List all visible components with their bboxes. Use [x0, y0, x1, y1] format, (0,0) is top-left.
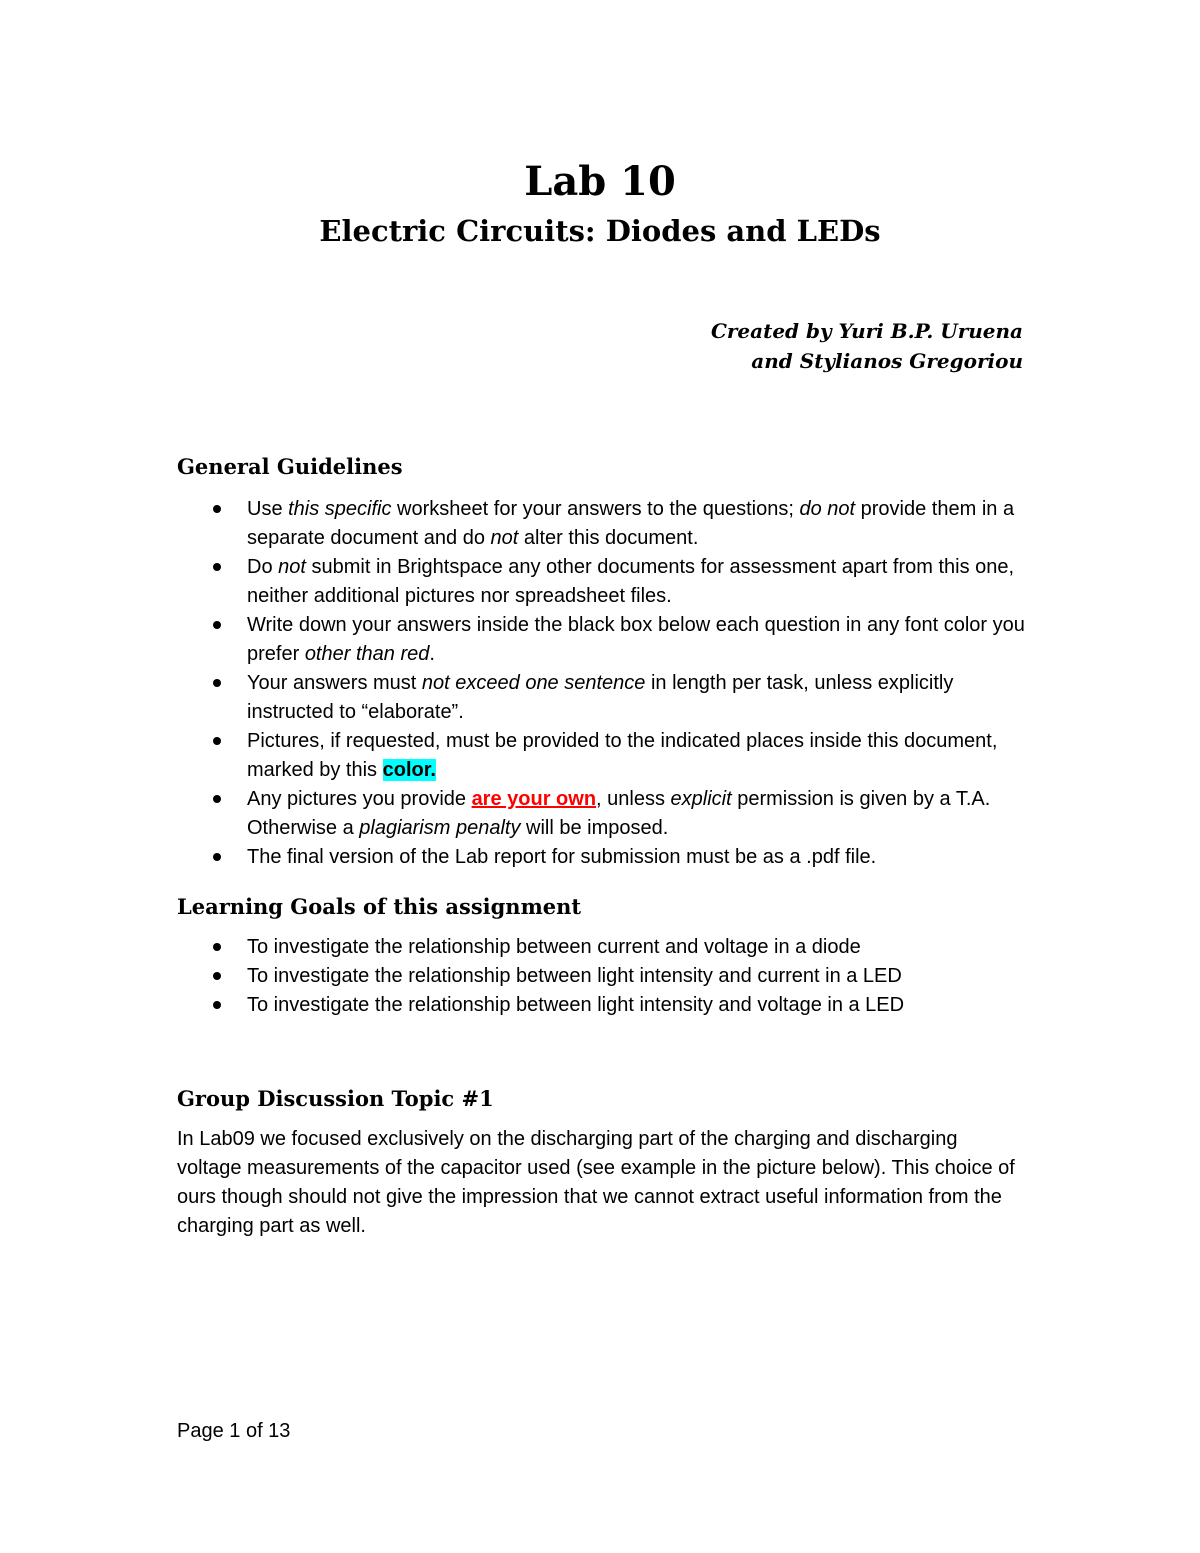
bullet-icon — [213, 737, 221, 745]
list-item: Pictures, if requested, must be provided to the indicated places inside this document, marked by this color. — [177, 727, 1037, 785]
discussion-paragraph: In Lab09 we focused exclusively on the discharging part of the charging and discharging voltage measurements of the capacitor used (see example in the picture below). This choice of ours though should not give the impression that we cannot extract useful information from the charging part as well. — [177, 1128, 1015, 1237]
discussion-heading: Group Discussion Topic #1 — [177, 1086, 494, 1111]
bullet-icon — [213, 679, 221, 687]
list-item: The final version of the Lab report for submission must be as a .pdf file. — [177, 843, 1037, 872]
list-item: Write down your answers inside the black box below each question in any font color you prefer other than red. — [177, 611, 1037, 669]
guidelines-heading: General Guidelines — [177, 454, 403, 479]
emphasis-red: are your own — [471, 788, 597, 810]
bullet-icon — [213, 853, 221, 861]
bullet-icon — [213, 563, 221, 571]
bullet-icon — [213, 795, 221, 803]
author-credits — [423, 316, 1023, 376]
learning-goals-heading: Learning Goals of this assignment — [177, 894, 582, 919]
list-item: To investigate the relationship between light intensity and voltage in a LED — [177, 991, 1037, 1020]
learning-goals-list — [177, 933, 1037, 1020]
list-item: Your answers must not exceed one sentence in length per task, unless explicitly instructed to “elaborate”. — [177, 669, 1037, 727]
bullet-icon — [213, 1001, 221, 1009]
credit-line-2: and Stylianos Gregoriou — [751, 349, 1023, 373]
guidelines-list — [177, 495, 1037, 872]
credit-line-1: Created by Yuri B.P. Uruena — [710, 319, 1023, 343]
color-marker: color. — [382, 759, 436, 781]
list-item: Use this specific worksheet for your answers to the questions; do not provide them in a separate document and do not alter this document. — [177, 495, 1037, 553]
bullet-icon — [213, 621, 221, 629]
list-item: To investigate the relationship between current and voltage in a diode — [177, 933, 1037, 962]
page-number: Page 1 of 13 — [177, 1420, 291, 1442]
bullet-icon — [213, 943, 221, 951]
bullet-icon — [213, 972, 221, 980]
page-title: Lab 10 — [524, 158, 676, 205]
list-item: Any pictures you provide are your own, unless explicit permission is given by a T.A. Otherwise a plagiarism penalty will be imposed. — [177, 785, 1037, 843]
page-subtitle: Electric Circuits: Diodes and LEDs — [319, 214, 881, 248]
list-item: To investigate the relationship between light intensity and current in a LED — [177, 962, 1037, 991]
list-item: Do not submit in Brightspace any other documents for assessment apart from this one, neither additional pictures nor spreadsheet files. — [177, 553, 1037, 611]
bullet-icon — [213, 505, 221, 513]
